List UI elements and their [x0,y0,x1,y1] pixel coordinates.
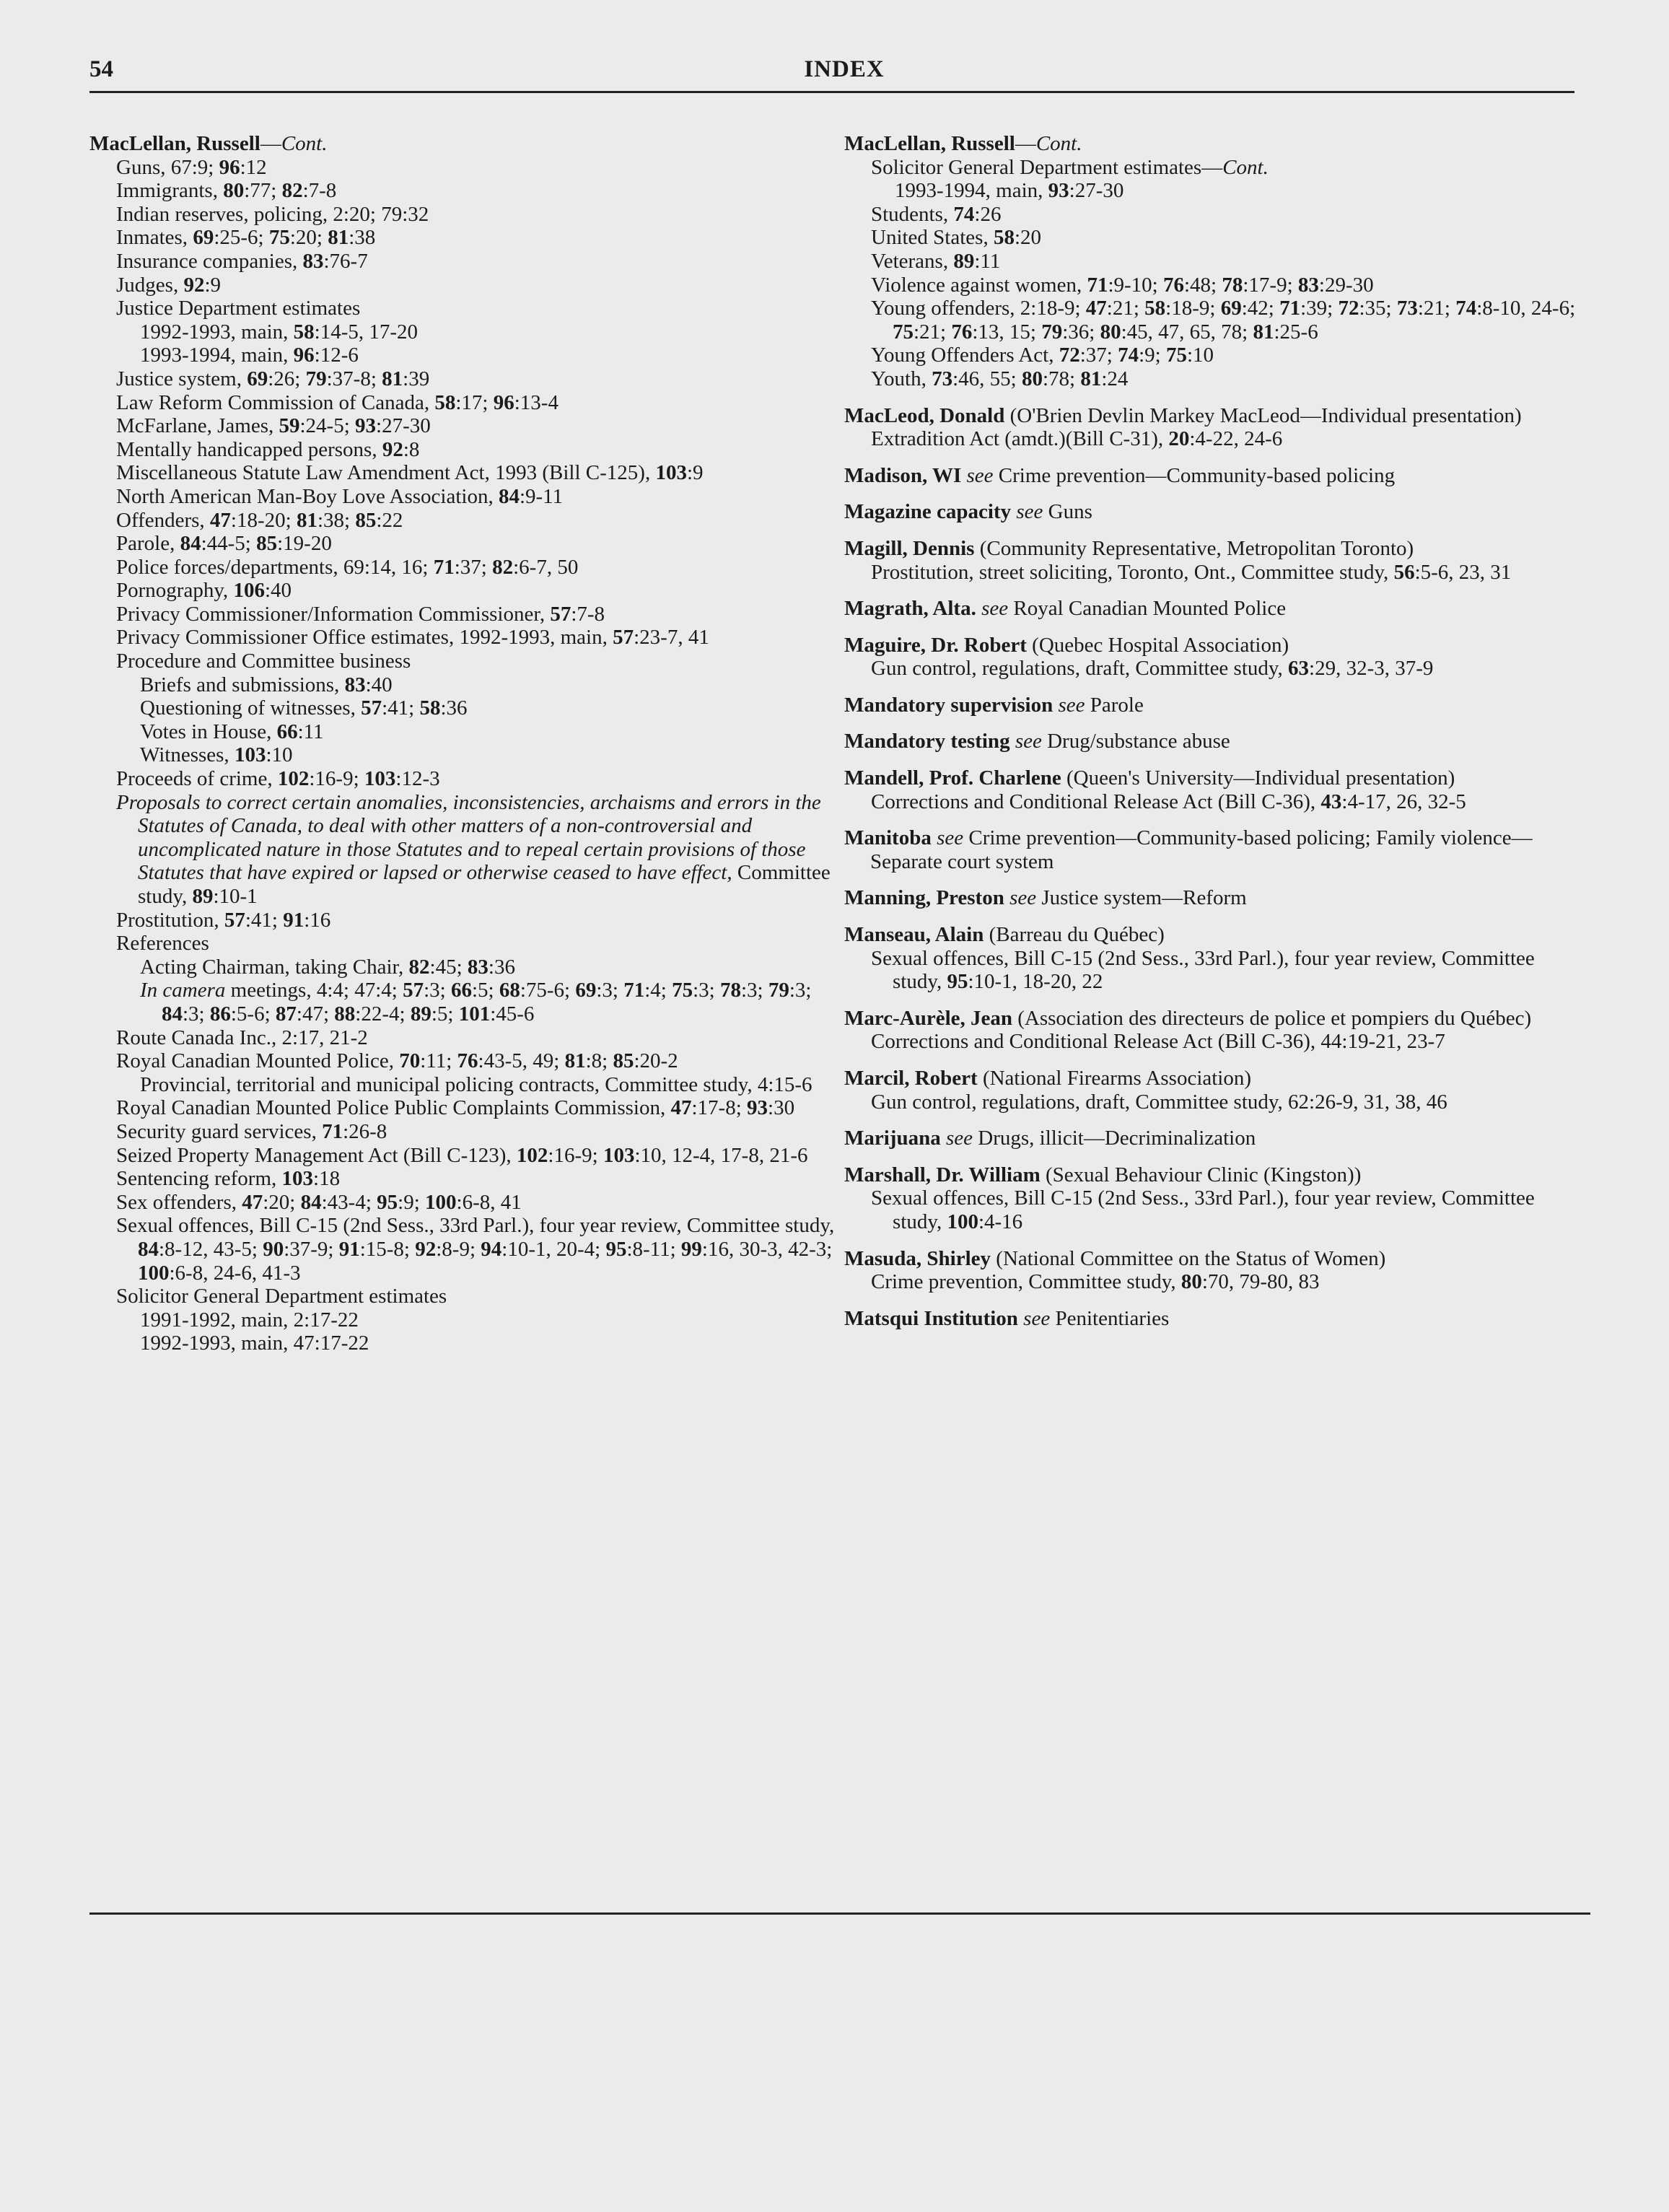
index-subentry: Police forces/departments, 69:14, 16; 71:37; 82:6-7, 50 [116,555,579,579]
index-subentry: Proceeds of crime, 102:16-9; 103:12-3 [116,767,440,791]
index-heading: Madison, WI see Crime prevention—Community-based policing [844,463,1396,487]
index-heading: Marcil, Robert (National Firearms Association) [844,1067,1252,1090]
index-heading: Manitoba see Crime prevention—Community-based policing; Family violence—Separate court system [844,826,1533,873]
index-subentry: 1993-1994, main, 93:27-30 [895,179,1124,203]
index-subentry: Offenders, 47:18-20; 81:38; 85:22 [116,508,403,532]
index-subentry: Sexual offences, Bill C-15 (2nd Sess., 33rd Parl.), four year review, Committee study, 95:10-1, 18-20, 22 [871,946,1535,994]
index-subentry: Solicitor General Department estimates [116,1285,447,1308]
index-heading: Mandatory supervision see Parole [844,693,1144,717]
index-subentry: Proposals to correct certain anomalies, inconsistencies, archaisms and errors in the Statutes of Canada, to deal with other matters of a non-controversial and uncomplicated nature in those Statutes and to repeal certain provisions of those Statutes that have expired or lapsed or otherwise ceased to have effect, Committee study, 89:10-1 [116,790,831,908]
index-subentry: McFarlane, James, 59:24-5; 93:27-30 [116,414,431,438]
index-subentry: Students, 74:26 [871,202,1002,226]
index-subentry: Corrections and Conditional Release Act (Bill C-36), 43:4-17, 26, 32-5 [871,790,1466,813]
index-heading: Marc-Aurèle, Jean (Association des directeurs de police et pompiers du Québec) [844,1006,1532,1030]
index-subentry: Youth, 73:46, 55; 80:78; 81:24 [871,367,1129,390]
index-subentry: Sexual offences, Bill C-15 (2nd Sess., 33rd Parl.), four year review, Committee study, 100:4-16 [871,1186,1535,1233]
index-heading: Mandatory testing see Drug/substance abuse [844,730,1230,753]
index-subentry: Route Canada Inc., 2:17, 21-2 [116,1026,368,1049]
index-heading: MacLeod, Donald (O'Brien Devlin Markey MacLeod—Individual presentation) [844,403,1522,427]
index-subentry: Procedure and Committee business [116,650,411,673]
index-subentry: Prostitution, 57:41; 91:16 [116,908,331,932]
index-subentry: North American Man-Boy Love Association, 84:9-11 [116,484,564,508]
index-subentry: Royal Canadian Mounted Police Public Complaints Commission, 47:17-8; 93:30 [116,1096,795,1120]
index-subentry: Sex offenders, 47:20; 84:43-4; 95:9; 100:6-8, 41 [116,1190,522,1214]
index-subentry: Crime prevention, Committee study, 80:70, 79-80, 83 [871,1270,1320,1294]
index-subentry: Judges, 92:9 [116,273,222,297]
index-subentry: Corrections and Conditional Release Act (Bill C-36), 44:19-21, 23-7 [871,1030,1445,1054]
index-subentry: Briefs and submissions, 83:40 [140,673,393,696]
index-subentry: Privacy Commissioner Office estimates, 1992-1993, main, 57:23-7, 41 [116,626,709,650]
index-subentry: Privacy Commissioner/Information Commissioner, 57:7-8 [116,602,605,626]
index-subentry: Guns, 67:9; 96:12 [116,155,267,179]
index-heading: Mandell, Prof. Charlene (Queen's University—Individual presentation) [844,766,1455,790]
index-subentry: Mentally handicapped persons, 92:8 [116,437,420,461]
index-subentry: Justice Department estimates [116,297,361,320]
index-subentry: 1992-1993, main, 47:17-22 [140,1332,369,1355]
index-subentry: 1993-1994, main, 96:12-6 [140,344,359,367]
index-subentry: Votes in House, 66:11 [140,720,324,743]
index-subentry: Sexual offences, Bill C-15 (2nd Sess., 33rd Parl.), four year review, Committee study, 84:8-12, 43-5; 90:37-9; 91:15-8; 92:8-9; 94:10-1, 20-4; 95:8-11; 99:16, 30-3, 42-3; 100:6-8, 24-6, 41-3 [116,1214,835,1285]
index-subentry: Gun control, regulations, draft, Committee study, 63:29, 32-3, 37-9 [871,657,1434,681]
index-column-left [89,132,847,1355]
index-subentry: Justice system, 69:26; 79:37-8; 81:39 [116,367,430,390]
index-subentry: Law Reform Commission of Canada, 58:17; 96:13-4 [116,390,558,414]
index-subentry: References [116,932,209,956]
index-heading: Magazine capacity see Guns [844,500,1092,524]
index-heading: MacLellan, Russell—Cont. [89,132,328,155]
index-subentry: Pornography, 106:40 [116,579,292,603]
index-heading: Maguire, Dr. Robert (Quebec Hospital Association) [844,633,1289,657]
index-heading: Masuda, Shirley (National Committee on the Status of Women) [844,1246,1386,1270]
index-subentry: Extradition Act (amdt.)(Bill C-31), 20:4-22, 24-6 [871,427,1283,451]
index-subentry: Violence against women, 71:9-10; 76:48; 78:17-9; 83:29-30 [871,273,1374,297]
index-column-right [844,132,1587,1330]
header-rule [89,91,1574,93]
index-subentry: In camera meetings, 4:4; 47:4; 57:3; 66:5; 68:75-6; 69:3; 71:4; 75:3; 78:3; 79:3; 84:3; 86:5-6; 87:47; 88:22-4; 89:5; 101:45-6 [140,979,812,1026]
index-subentry: Prostitution, street soliciting, Toronto, Ont., Committee study, 56:5-6, 23, 31 [871,560,1512,584]
index-subentry: Seized Property Management Act (Bill C-123), 102:16-9; 103:10, 12-4, 17-8, 21-6 [116,1143,808,1167]
index-subentry: Miscellaneous Statute Law Amendment Act, 1993 (Bill C-125), 103:9 [116,461,704,485]
index-subentry: Insurance companies, 83:76-7 [116,249,368,273]
index-subentry: Security guard services, 71:26-8 [116,1119,387,1143]
index-subentry: 1992-1993, main, 58:14-5, 17-20 [140,320,419,344]
index-subentry: Young Offenders Act, 72:37; 74:9; 75:10 [871,344,1214,367]
index-subentry: Solicitor General Department estimates—Cont. [871,155,1269,179]
footer-rule [89,1912,1590,1915]
index-heading: Marshall, Dr. William (Sexual Behaviour Clinic (Kingston)) [844,1163,1362,1186]
index-heading: Marijuana see Drugs, illicit—Decriminalization [844,1127,1256,1150]
index-heading: Manseau, Alain (Barreau du Québec) [844,923,1165,947]
index-subentry: 1991-1992, main, 2:17-22 [140,1308,359,1332]
index-subentry: Young offenders, 2:18-9; 47:21; 58:18-9; 69:42; 71:39; 72:35; 73:21; 74:8-10, 24-6; 75:21; 76:13, 15; 79:36; 80:45, 47, 65, 78; 81:25-6 [871,297,1576,344]
index-subentry: Inmates, 69:25-6; 75:20; 81:38 [116,226,376,250]
index-subentry: Royal Canadian Mounted Police, 70:11; 76:43-5, 49; 81:8; 85:20-2 [116,1049,678,1073]
index-subentry: Parole, 84:44-5; 85:19-20 [116,532,332,556]
index-subentry: Immigrants, 80:77; 82:7-8 [116,179,337,203]
index-subentry: Veterans, 89:11 [871,249,1001,273]
page-title: INDEX [804,56,885,82]
index-subentry: Gun control, regulations, draft, Committee study, 62:26-9, 31, 38, 46 [871,1090,1447,1114]
index-heading: Magill, Dennis (Community Representative, Metropolitan Toronto) [844,536,1414,560]
index-subentry: Provincial, territorial and municipal policing contracts, Committee study, 4:15-6 [140,1072,812,1096]
page-number: 54 [89,56,113,82]
index-heading: Matsqui Institution see Penitentiaries [844,1306,1170,1330]
index-subentry: Witnesses, 103:10 [140,743,293,767]
index-subentry: Acting Chairman, taking Chair, 82:45; 83:36 [140,955,515,979]
index-subentry: Sentencing reform, 103:18 [116,1167,341,1191]
index-heading: MacLellan, Russell—Cont. [844,132,1082,155]
index-subentry: United States, 58:20 [871,226,1042,250]
index-subentry: Indian reserves, policing, 2:20; 79:32 [116,202,429,226]
index-heading: Magrath, Alta. see Royal Canadian Mounted Police [844,597,1287,621]
index-heading: Manning, Preston see Justice system—Reform [844,886,1247,910]
index-subentry: Questioning of witnesses, 57:41; 58:36 [140,696,468,720]
